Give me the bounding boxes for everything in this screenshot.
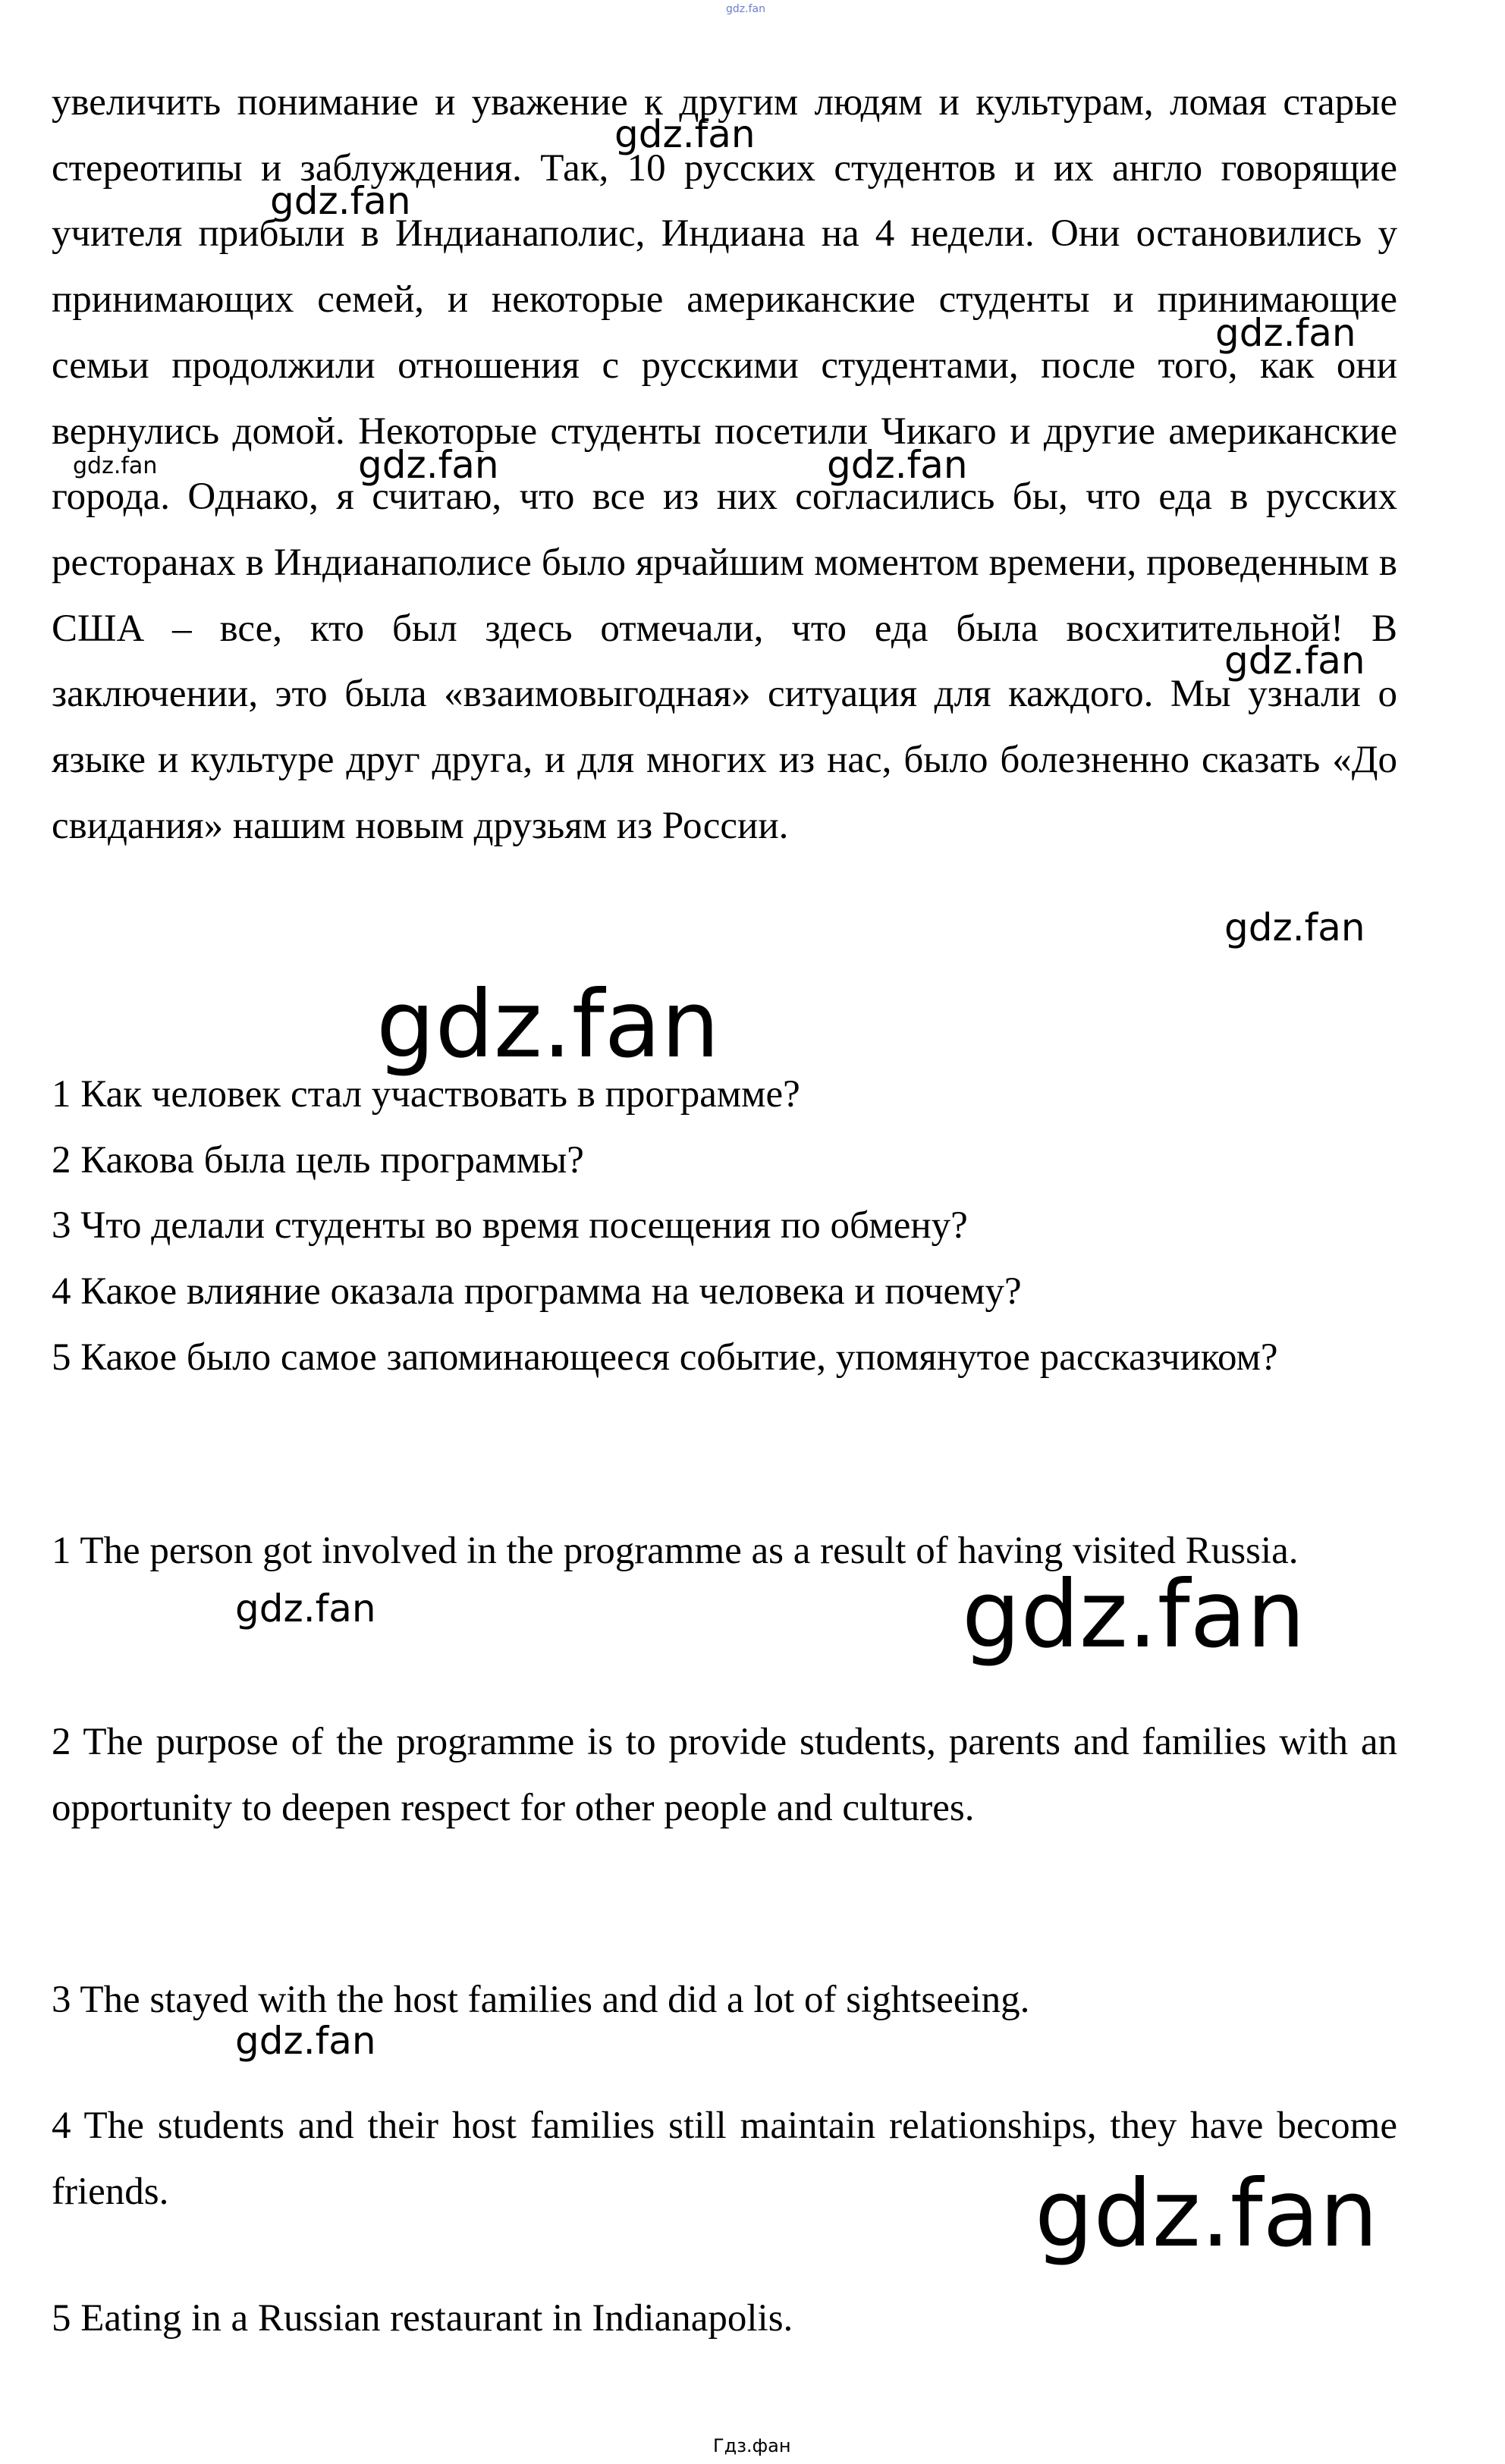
watermark: gdz.fan bbox=[1224, 906, 1365, 950]
answer-1: 1 The person got involved in the programme as a result of having visited Russia. bbox=[52, 1530, 1299, 1572]
answer-3: 3 The stayed with the host families and did a lot of sightseeing. bbox=[52, 1979, 1030, 2021]
footer-caption: Гдз.фан bbox=[713, 2435, 791, 2456]
question-2: 2 Какова была цель программы? bbox=[52, 1138, 584, 1182]
top-watermark: gdz.fan bbox=[726, 3, 765, 15]
watermark: gdz.fan bbox=[73, 453, 158, 479]
question-4: 4 Какое влияние оказала программа на человека и почему? bbox=[52, 1270, 1022, 1314]
watermark: gdz.fan bbox=[1224, 639, 1365, 683]
answer-5: 5 Eating in a Russian restaurant in Indianapolis. bbox=[52, 2297, 793, 2340]
watermark: gdz.fan bbox=[827, 443, 968, 487]
question-3: 3 Что делали студенты во время посещения по обмену? bbox=[52, 1204, 968, 1248]
watermark: gdz.fan bbox=[270, 179, 411, 223]
watermark: gdz.fan bbox=[962, 1561, 1305, 1668]
passage-paragraph: увеличить понимание и уважение к другим людям и культурам, ломая старые стереотипы и заблуждения. Так, 10 русских студентов и их англо говорящие учителя прибыли в Индианаполис, Индиана на 4 недели. Они остановились у принимающих семей, и некоторые американские студенты и принимающие семьи продолжили отношения с русскими студентами, после того, как они вернулись домой. Некоторые студенты посетили Чикаго и другие американские города. Однако, я считаю, что все из них согласились бы, что еда в русских ресторанах в Индианаполисе было ярчайшим моментом времени, проведенным в США – все, кто был здесь отмечали, что еда была восхитительной! В заключении, это была «взаимовыгодная» ситуация для каждого. Мы узнали о языке и культуре друг друга, и для многих из нас, было болезненно сказать «До свидания» нашим новым друзьям из России. bbox=[52, 81, 1397, 847]
question-list bbox=[52, 1062, 1397, 1391]
watermark: gdz.fan bbox=[614, 112, 756, 156]
watermark: gdz.fan bbox=[376, 971, 720, 1078]
watermark: gdz.fan bbox=[1215, 311, 1356, 355]
question-5: 5 Какое было самое запоминающееся событие, упомянутое рассказчиком? bbox=[52, 1336, 1278, 1379]
question-1: 1 Как человек стал участвовать в программе? bbox=[52, 1073, 800, 1116]
watermark: gdz.fan bbox=[1035, 2160, 1378, 2268]
watermark: gdz.fan bbox=[235, 2019, 376, 2063]
answer-2: 2 The purpose of the programme is to provide students, parents and families with an opportunity to deepen respect for other people and cultures. bbox=[52, 1721, 1397, 1829]
answer-4: 4 The students and their host families still maintain relationships, they have become friends. bbox=[52, 2105, 1397, 2213]
watermark: gdz.fan bbox=[235, 1587, 376, 1631]
watermark: gdz.fan bbox=[358, 443, 499, 487]
